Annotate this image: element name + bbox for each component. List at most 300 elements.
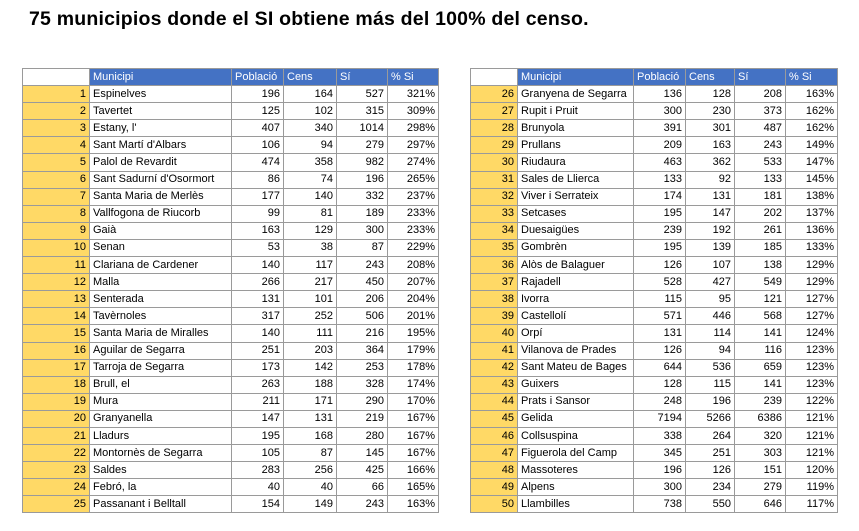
si-cell: 315 xyxy=(337,103,388,120)
percent-si-cell: 136% xyxy=(786,222,838,239)
municipi-cell: Tarroja de Segarra xyxy=(90,359,232,376)
row-number: 22 xyxy=(23,445,90,462)
poblacio-cell: 163 xyxy=(232,222,284,239)
poblacio-cell: 738 xyxy=(634,496,686,513)
cens-cell: 340 xyxy=(284,120,337,137)
municipi-cell: Aguilar de Segarra xyxy=(90,342,232,359)
percent-si-cell: 147% xyxy=(786,154,838,171)
poblacio-cell: 195 xyxy=(634,239,686,256)
table-row xyxy=(23,188,439,205)
percent-si-cell: 167% xyxy=(388,427,439,444)
si-cell: 219 xyxy=(337,410,388,427)
table-row xyxy=(471,359,838,376)
cens-cell: 40 xyxy=(284,479,337,496)
si-cell: 549 xyxy=(735,274,786,291)
cens-cell: 107 xyxy=(686,257,735,274)
percent-si-cell: 129% xyxy=(786,257,838,274)
poblacio-cell: 177 xyxy=(232,188,284,205)
si-cell: 185 xyxy=(735,239,786,256)
percent-si-cell: 123% xyxy=(786,359,838,376)
table-row xyxy=(471,120,838,137)
percent-si-cell: 297% xyxy=(388,137,439,154)
si-cell: 141 xyxy=(735,376,786,393)
municipi-cell: Gelida xyxy=(518,410,634,427)
row-number: 46 xyxy=(471,427,518,444)
cens-cell: 114 xyxy=(686,325,735,342)
municipi-cell: Riudaura xyxy=(518,154,634,171)
municipi-cell: Rupit i Pruit xyxy=(518,103,634,120)
poblacio-cell: 474 xyxy=(232,154,284,171)
percent-si-cell: 165% xyxy=(388,479,439,496)
row-number: 23 xyxy=(23,462,90,479)
table-row xyxy=(471,86,838,103)
poblacio-cell: 40 xyxy=(232,479,284,496)
cens-cell: 131 xyxy=(284,410,337,427)
poblacio-cell: 248 xyxy=(634,393,686,410)
percent-si-cell: 123% xyxy=(786,342,838,359)
table-row xyxy=(471,393,838,410)
table-header-row xyxy=(23,69,439,86)
row-number: 44 xyxy=(471,393,518,410)
municipi-cell: Estany, l' xyxy=(90,120,232,137)
municipi-cell: Espinelves xyxy=(90,86,232,103)
municipi-cell: Vilanova de Prades xyxy=(518,342,634,359)
poblacio-cell: 644 xyxy=(634,359,686,376)
table-row xyxy=(23,496,439,513)
cens-cell: 87 xyxy=(284,445,337,462)
si-cell: 320 xyxy=(735,427,786,444)
table-row xyxy=(23,445,439,462)
municipi-cell: Llambilles xyxy=(518,496,634,513)
row-number: 30 xyxy=(471,154,518,171)
cens-cell: 196 xyxy=(686,393,735,410)
table-row xyxy=(23,120,439,137)
cens-cell: 147 xyxy=(686,205,735,222)
municipi-cell: Santa Maria de Merlès xyxy=(90,188,232,205)
poblacio-cell: 99 xyxy=(232,205,284,222)
si-cell: 527 xyxy=(337,86,388,103)
percent-si-cell: 195% xyxy=(388,325,439,342)
header-municipi: Municipi xyxy=(90,69,232,86)
row-number: 49 xyxy=(471,479,518,496)
row-number: 16 xyxy=(23,342,90,359)
municipi-cell: Sant Mateu de Bages xyxy=(518,359,634,376)
cens-cell: 142 xyxy=(284,359,337,376)
cens-cell: 38 xyxy=(284,239,337,256)
cens-cell: 168 xyxy=(284,427,337,444)
poblacio-cell: 266 xyxy=(232,274,284,291)
cens-cell: 95 xyxy=(686,291,735,308)
municipalities-table-left xyxy=(22,68,439,513)
percent-si-cell: 127% xyxy=(786,308,838,325)
poblacio-cell: 195 xyxy=(634,205,686,222)
poblacio-cell: 211 xyxy=(232,393,284,410)
row-number: 41 xyxy=(471,342,518,359)
si-cell: 659 xyxy=(735,359,786,376)
percent-si-cell: 298% xyxy=(388,120,439,137)
municipi-cell: Brunyola xyxy=(518,120,634,137)
cens-cell: 128 xyxy=(686,86,735,103)
si-cell: 568 xyxy=(735,308,786,325)
si-cell: 487 xyxy=(735,120,786,137)
si-cell: 121 xyxy=(735,291,786,308)
poblacio-cell: 136 xyxy=(634,86,686,103)
cens-cell: 252 xyxy=(284,308,337,325)
percent-si-cell: 321% xyxy=(388,86,439,103)
table-row xyxy=(471,205,838,222)
cens-cell: 102 xyxy=(284,103,337,120)
header-poblacio: Població xyxy=(634,69,686,86)
row-number: 15 xyxy=(23,325,90,342)
poblacio-cell: 147 xyxy=(232,410,284,427)
row-number: 9 xyxy=(23,222,90,239)
row-number: 33 xyxy=(471,205,518,222)
poblacio-cell: 7194 xyxy=(634,410,686,427)
poblacio-cell: 317 xyxy=(232,308,284,325)
municipi-cell: Gombrèn xyxy=(518,239,634,256)
municipi-cell: Granyena de Segarra xyxy=(518,86,634,103)
si-cell: 364 xyxy=(337,342,388,359)
table-row xyxy=(471,154,838,171)
si-cell: 151 xyxy=(735,462,786,479)
row-number: 47 xyxy=(471,445,518,462)
poblacio-cell: 300 xyxy=(634,479,686,496)
si-cell: 506 xyxy=(337,308,388,325)
poblacio-cell: 140 xyxy=(232,325,284,342)
si-cell: 208 xyxy=(735,86,786,103)
table-row xyxy=(23,103,439,120)
cens-cell: 117 xyxy=(284,257,337,274)
percent-si-cell: 163% xyxy=(388,496,439,513)
si-cell: 279 xyxy=(735,479,786,496)
cens-cell: 115 xyxy=(686,376,735,393)
percent-si-cell: 229% xyxy=(388,239,439,256)
table-row xyxy=(23,137,439,154)
cens-cell: 536 xyxy=(686,359,735,376)
header-percent-si: % Si xyxy=(388,69,439,86)
municipi-cell: Orpí xyxy=(518,325,634,342)
page-title: 75 municipios donde el SI obtiene más del 100% del censo. xyxy=(29,8,589,30)
row-number: 8 xyxy=(23,205,90,222)
table-row xyxy=(471,376,838,393)
poblacio-cell: 263 xyxy=(232,376,284,393)
percent-si-cell: 166% xyxy=(388,462,439,479)
row-number: 45 xyxy=(471,410,518,427)
table-row xyxy=(471,171,838,188)
municipi-cell: Alòs de Balaguer xyxy=(518,257,634,274)
si-cell: 141 xyxy=(735,325,786,342)
municipi-cell: Malla xyxy=(90,274,232,291)
cens-cell: 149 xyxy=(284,496,337,513)
header-percent-si: % Si xyxy=(786,69,838,86)
poblacio-cell: 86 xyxy=(232,171,284,188)
si-cell: 6386 xyxy=(735,410,786,427)
poblacio-cell: 195 xyxy=(232,427,284,444)
si-cell: 533 xyxy=(735,154,786,171)
header-si: Sí xyxy=(337,69,388,86)
table-row xyxy=(471,103,838,120)
table-row xyxy=(23,462,439,479)
municipi-cell: Massoteres xyxy=(518,462,634,479)
cens-cell: 203 xyxy=(284,342,337,359)
si-cell: 206 xyxy=(337,291,388,308)
header-cens: Cens xyxy=(284,69,337,86)
municipi-cell: Lladurs xyxy=(90,427,232,444)
percent-si-cell: 167% xyxy=(388,445,439,462)
si-cell: 133 xyxy=(735,171,786,188)
row-number: 5 xyxy=(23,154,90,171)
table-row xyxy=(23,257,439,274)
table-row xyxy=(471,342,838,359)
percent-si-cell: 174% xyxy=(388,376,439,393)
table-row xyxy=(23,86,439,103)
poblacio-cell: 407 xyxy=(232,120,284,137)
percent-si-cell: 133% xyxy=(786,239,838,256)
header-cens: Cens xyxy=(686,69,735,86)
poblacio-cell: 131 xyxy=(232,291,284,308)
municipi-cell: Granyanella xyxy=(90,410,232,427)
municipi-cell: Ivorra xyxy=(518,291,634,308)
table-row xyxy=(471,462,838,479)
percent-si-cell: 233% xyxy=(388,205,439,222)
municipi-cell: Alpens xyxy=(518,479,634,496)
row-number: 12 xyxy=(23,274,90,291)
cens-cell: 171 xyxy=(284,393,337,410)
si-cell: 279 xyxy=(337,137,388,154)
poblacio-cell: 173 xyxy=(232,359,284,376)
municipi-cell: Castellolí xyxy=(518,308,634,325)
percent-si-cell: 265% xyxy=(388,171,439,188)
municipi-cell: Febró, la xyxy=(90,479,232,496)
table-row xyxy=(471,274,838,291)
percent-si-cell: 121% xyxy=(786,410,838,427)
row-number: 17 xyxy=(23,359,90,376)
municipi-cell: Rajadell xyxy=(518,274,634,291)
si-cell: 1014 xyxy=(337,120,388,137)
poblacio-cell: 115 xyxy=(634,291,686,308)
percent-si-cell: 145% xyxy=(786,171,838,188)
si-cell: 328 xyxy=(337,376,388,393)
table-row xyxy=(23,222,439,239)
municipi-cell: Senan xyxy=(90,239,232,256)
percent-si-cell: 149% xyxy=(786,137,838,154)
row-number: 2 xyxy=(23,103,90,120)
cens-cell: 230 xyxy=(686,103,735,120)
percent-si-cell: 127% xyxy=(786,291,838,308)
si-cell: 646 xyxy=(735,496,786,513)
row-number: 29 xyxy=(471,137,518,154)
si-cell: 145 xyxy=(337,445,388,462)
cens-cell: 94 xyxy=(686,342,735,359)
municipi-cell: Sales de Llierca xyxy=(518,171,634,188)
table-body xyxy=(23,86,439,513)
poblacio-cell: 106 xyxy=(232,137,284,154)
municipi-cell: Collsuspina xyxy=(518,427,634,444)
table-body xyxy=(471,86,838,513)
percent-si-cell: 123% xyxy=(786,376,838,393)
header-poblacio: Població xyxy=(232,69,284,86)
cens-cell: 264 xyxy=(686,427,735,444)
table-row xyxy=(471,257,838,274)
si-cell: 239 xyxy=(735,393,786,410)
percent-si-cell: 233% xyxy=(388,222,439,239)
si-cell: 243 xyxy=(337,496,388,513)
percent-si-cell: 204% xyxy=(388,291,439,308)
cens-cell: 126 xyxy=(686,462,735,479)
municipi-cell: Tavèrnoles xyxy=(90,308,232,325)
table-row xyxy=(23,427,439,444)
poblacio-cell: 131 xyxy=(634,325,686,342)
percent-si-cell: 162% xyxy=(786,103,838,120)
municipi-cell: Guixers xyxy=(518,376,634,393)
cens-cell: 5266 xyxy=(686,410,735,427)
row-number: 3 xyxy=(23,120,90,137)
row-number: 43 xyxy=(471,376,518,393)
cens-cell: 358 xyxy=(284,154,337,171)
table-row xyxy=(23,393,439,410)
municipi-cell: Sant Sadurní d'Osormort xyxy=(90,171,232,188)
percent-si-cell: 119% xyxy=(786,479,838,496)
si-cell: 138 xyxy=(735,257,786,274)
row-number: 11 xyxy=(23,257,90,274)
row-number: 36 xyxy=(471,257,518,274)
poblacio-cell: 300 xyxy=(634,103,686,120)
si-cell: 303 xyxy=(735,445,786,462)
poblacio-cell: 196 xyxy=(232,86,284,103)
table-row xyxy=(471,427,838,444)
cens-cell: 129 xyxy=(284,222,337,239)
cens-cell: 446 xyxy=(686,308,735,325)
table-row xyxy=(471,325,838,342)
table-header-row xyxy=(471,69,838,86)
percent-si-cell: 178% xyxy=(388,359,439,376)
table-row xyxy=(23,239,439,256)
table-row xyxy=(23,410,439,427)
table-row xyxy=(471,222,838,239)
si-cell: 243 xyxy=(735,137,786,154)
table-row xyxy=(471,410,838,427)
cens-cell: 111 xyxy=(284,325,337,342)
poblacio-cell: 283 xyxy=(232,462,284,479)
row-number: 14 xyxy=(23,308,90,325)
cens-cell: 163 xyxy=(686,137,735,154)
row-number: 1 xyxy=(23,86,90,103)
percent-si-cell: 117% xyxy=(786,496,838,513)
municipalities-table-right xyxy=(470,68,838,513)
row-number: 28 xyxy=(471,120,518,137)
percent-si-cell: 120% xyxy=(786,462,838,479)
row-number: 27 xyxy=(471,103,518,120)
municipi-cell: Santa Maria de Miralles xyxy=(90,325,232,342)
poblacio-cell: 463 xyxy=(634,154,686,171)
si-cell: 116 xyxy=(735,342,786,359)
poblacio-cell: 345 xyxy=(634,445,686,462)
table-row xyxy=(23,376,439,393)
row-number: 7 xyxy=(23,188,90,205)
table-row xyxy=(471,308,838,325)
poblacio-cell: 239 xyxy=(634,222,686,239)
table-row xyxy=(23,274,439,291)
si-cell: 243 xyxy=(337,257,388,274)
municipi-cell: Palol de Revardit xyxy=(90,154,232,171)
poblacio-cell: 528 xyxy=(634,274,686,291)
table-row xyxy=(471,291,838,308)
table-row xyxy=(23,291,439,308)
row-number: 20 xyxy=(23,410,90,427)
municipi-cell: Figuerola del Camp xyxy=(518,445,634,462)
row-number: 25 xyxy=(23,496,90,513)
cens-cell: 74 xyxy=(284,171,337,188)
table-row xyxy=(471,496,838,513)
cens-cell: 427 xyxy=(686,274,735,291)
poblacio-cell: 140 xyxy=(232,257,284,274)
si-cell: 253 xyxy=(337,359,388,376)
row-number: 4 xyxy=(23,137,90,154)
row-number: 38 xyxy=(471,291,518,308)
percent-si-cell: 129% xyxy=(786,274,838,291)
municipi-cell: Sant Martí d'Albars xyxy=(90,137,232,154)
si-cell: 290 xyxy=(337,393,388,410)
row-number: 26 xyxy=(471,86,518,103)
si-cell: 261 xyxy=(735,222,786,239)
percent-si-cell: 207% xyxy=(388,274,439,291)
table-row xyxy=(23,342,439,359)
poblacio-cell: 338 xyxy=(634,427,686,444)
cens-cell: 301 xyxy=(686,120,735,137)
poblacio-cell: 209 xyxy=(634,137,686,154)
header-municipi: Municipi xyxy=(518,69,634,86)
row-number: 50 xyxy=(471,496,518,513)
cens-cell: 94 xyxy=(284,137,337,154)
cens-cell: 101 xyxy=(284,291,337,308)
municipi-cell: Prats i Sansor xyxy=(518,393,634,410)
row-number: 13 xyxy=(23,291,90,308)
cens-cell: 192 xyxy=(686,222,735,239)
municipi-cell: Gaià xyxy=(90,222,232,239)
cens-cell: 256 xyxy=(284,462,337,479)
percent-si-cell: 137% xyxy=(786,205,838,222)
table-row xyxy=(23,205,439,222)
percent-si-cell: 138% xyxy=(786,188,838,205)
municipi-cell: Prullans xyxy=(518,137,634,154)
row-number: 32 xyxy=(471,188,518,205)
poblacio-cell: 571 xyxy=(634,308,686,325)
table-row xyxy=(471,137,838,154)
cens-cell: 81 xyxy=(284,205,337,222)
cens-cell: 131 xyxy=(686,188,735,205)
cens-cell: 550 xyxy=(686,496,735,513)
poblacio-cell: 133 xyxy=(634,171,686,188)
si-cell: 189 xyxy=(337,205,388,222)
percent-si-cell: 162% xyxy=(786,120,838,137)
poblacio-cell: 53 xyxy=(232,239,284,256)
municipi-cell: Clariana de Cardener xyxy=(90,257,232,274)
row-number: 34 xyxy=(471,222,518,239)
row-number: 19 xyxy=(23,393,90,410)
municipi-cell: Vallfogona de Riucorb xyxy=(90,205,232,222)
municipi-cell: Brull, el xyxy=(90,376,232,393)
table-row xyxy=(23,479,439,496)
poblacio-cell: 251 xyxy=(232,342,284,359)
si-cell: 181 xyxy=(735,188,786,205)
cens-cell: 92 xyxy=(686,171,735,188)
table-row xyxy=(471,445,838,462)
table-row xyxy=(23,359,439,376)
municipi-cell: Tavertet xyxy=(90,103,232,120)
row-number: 48 xyxy=(471,462,518,479)
municipi-cell: Duesaigües xyxy=(518,222,634,239)
si-cell: 373 xyxy=(735,103,786,120)
